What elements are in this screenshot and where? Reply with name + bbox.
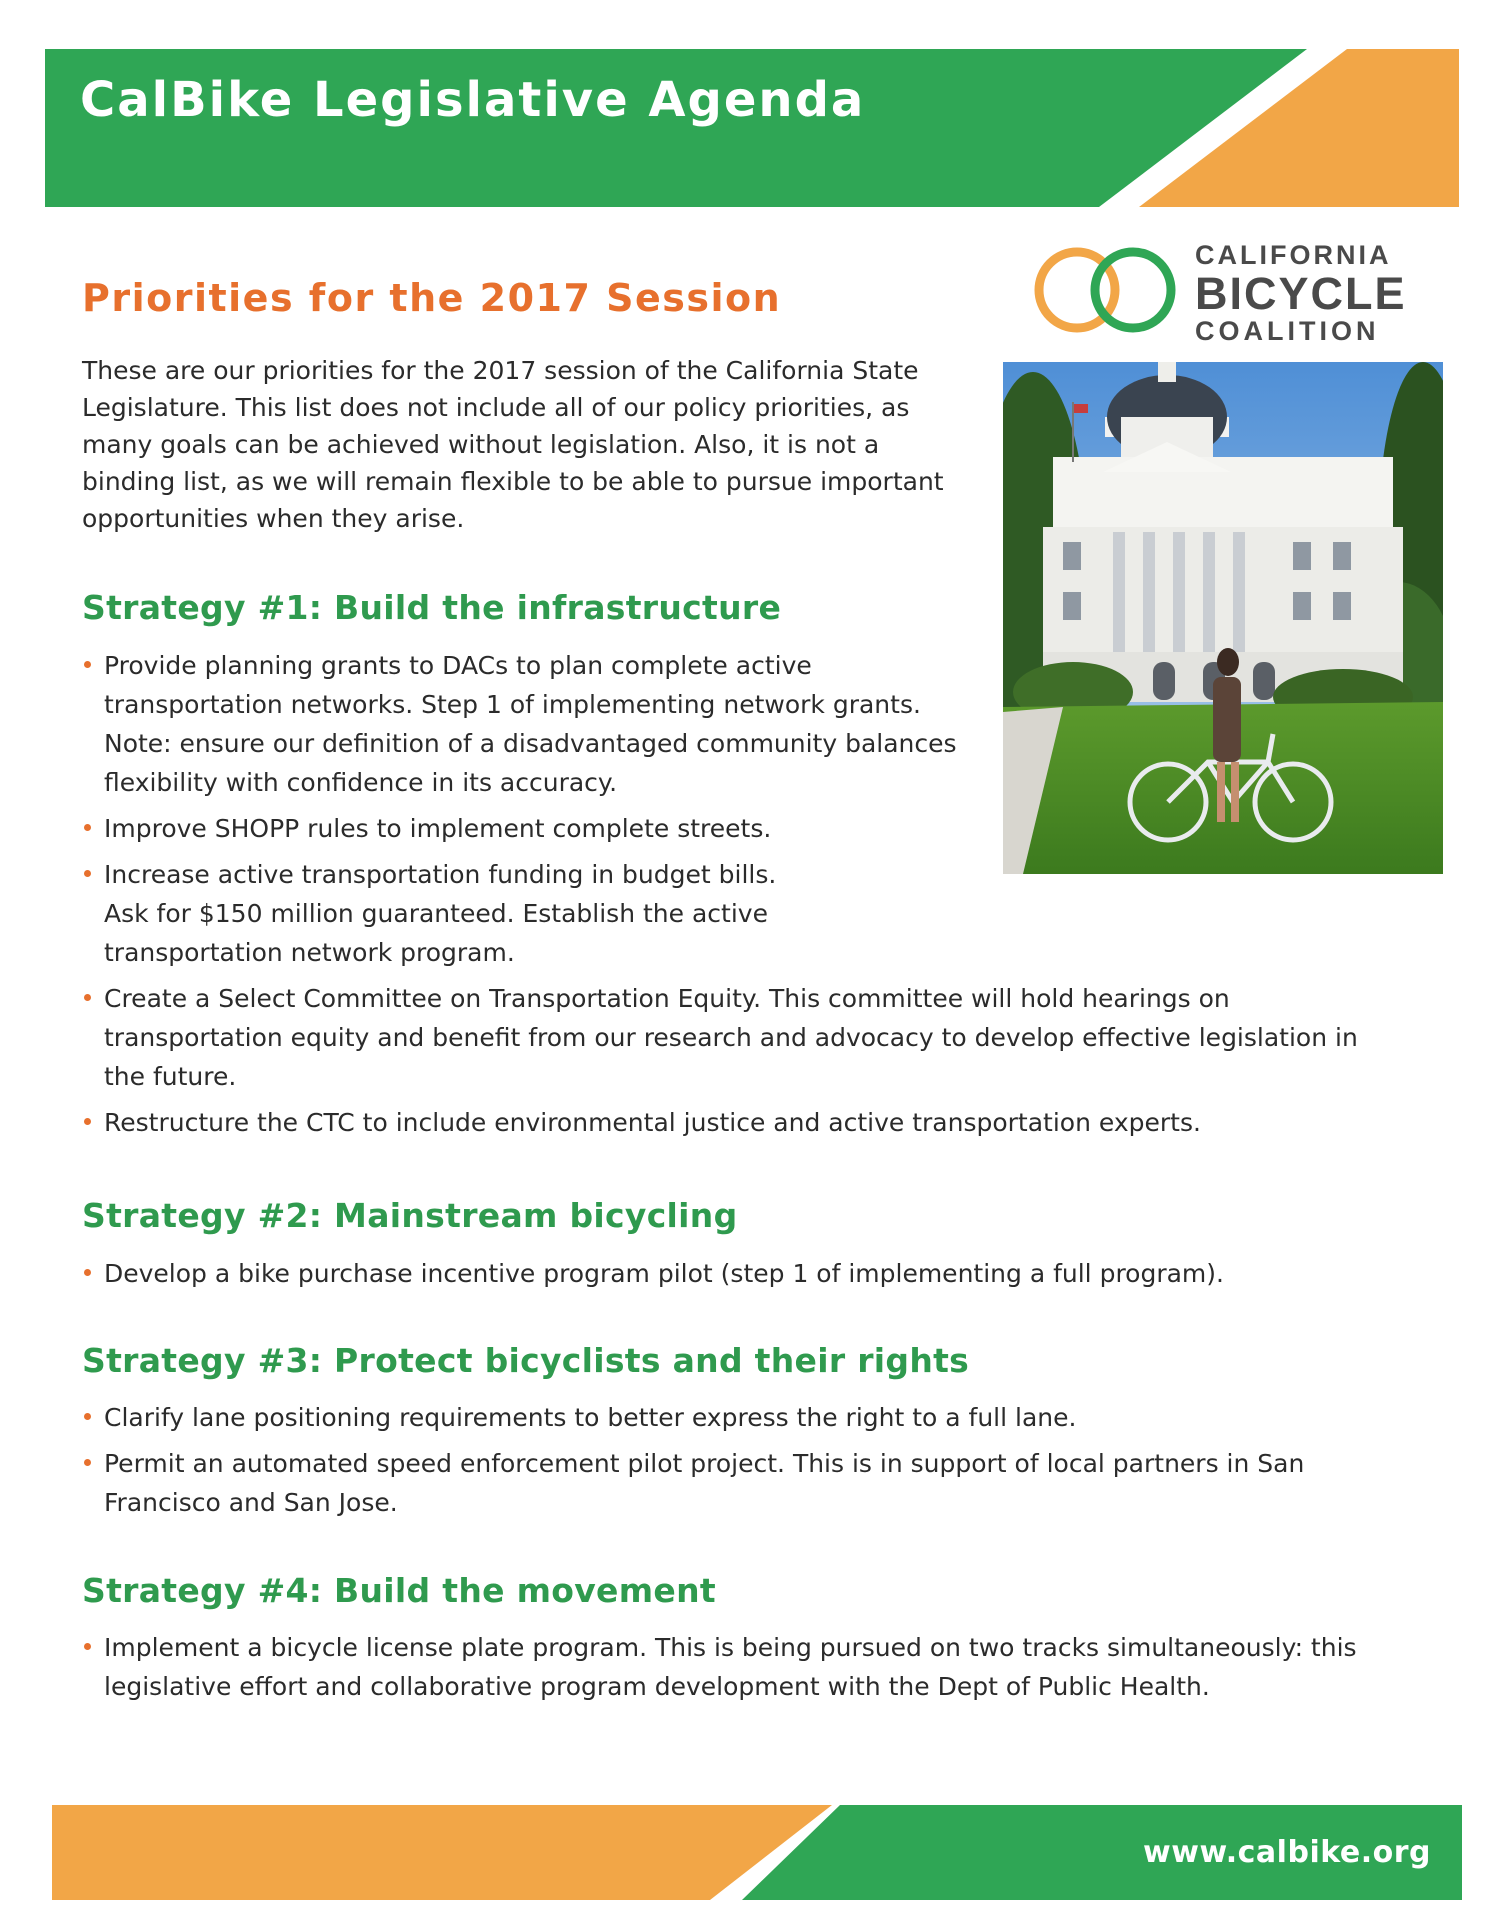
strategy-4-heading: Strategy #4: Build the movement xyxy=(82,1571,716,1610)
list-item: Increase active transportation funding in budget bills. Ask for $150 million guaranteed. Establish the active transportation network program. xyxy=(82,855,824,972)
strategy-2-list xyxy=(82,1254,1382,1300)
website-link[interactable]: www.calbike.org xyxy=(1143,1835,1431,1870)
logo-rings-icon xyxy=(1025,242,1195,342)
strategy-3-heading: Strategy #3: Protect bicyclists and their rights xyxy=(82,1341,970,1380)
list-item: Restructure the CTC to include environmental justice and active transportation experts. xyxy=(82,1103,1374,1142)
logo-text-coalition: COALITION xyxy=(1195,316,1380,346)
strategy-1-list xyxy=(82,646,1358,1149)
list-item: Create a Select Committee on Transportation Equity. This committee will hold hearings on transportation equity and benefit from our research and advocacy to develop effective legislation in the future. xyxy=(82,979,1374,1096)
session-title: Priorities for the 2017 Session xyxy=(82,276,782,320)
list-item: Implement a bicycle license plate program. This is being pursued on two tracks simultaneously: this legislative effort and collaborative program development with the Dept of Public Health. xyxy=(82,1628,1394,1706)
calbike-logo xyxy=(1025,240,1407,346)
list-item: Develop a bike purchase incentive program pilot (step 1 of implementing a full program). xyxy=(82,1254,1374,1293)
strategy-1-heading: Strategy #1: Build the infrastructure xyxy=(82,588,782,627)
list-item: Provide planning grants to DACs to plan complete active transportation networks. Step 1 of implementing network grants. Note: ensure our definition of a disadvantaged community balances flexibility with confidence in its accuracy. xyxy=(82,646,959,802)
strategy-2-heading: Strategy #2: Mainstream bicycling xyxy=(82,1196,738,1235)
list-item: Clarify lane positioning requirements to better express the right to a full lane. xyxy=(82,1398,1374,1437)
intro-paragraph: These are our priorities for the 2017 session of the California State Legislature. This list does not include all of our policy priorities, as many goals can be achieved without legislation. Also, it is not a binding list, as we will remain flexible to be able to pursue important opportunities when they arise. xyxy=(82,356,944,533)
capitol-photo xyxy=(1003,362,1443,874)
strategy-3-list xyxy=(82,1398,1382,1529)
list-item: Improve SHOPP rules to implement complete streets. xyxy=(82,809,959,848)
strategy-4-list xyxy=(82,1628,1382,1713)
document-title: CalBike Legislative Agenda xyxy=(80,72,866,128)
list-item: Permit an automated speed enforcement pilot project. This is in support of local partners in San Francisco and San Jose. xyxy=(82,1444,1374,1522)
logo-text-california: CALIFORNIA xyxy=(1195,240,1392,270)
logo-text-bicycle: BICYCLE xyxy=(1195,268,1407,319)
